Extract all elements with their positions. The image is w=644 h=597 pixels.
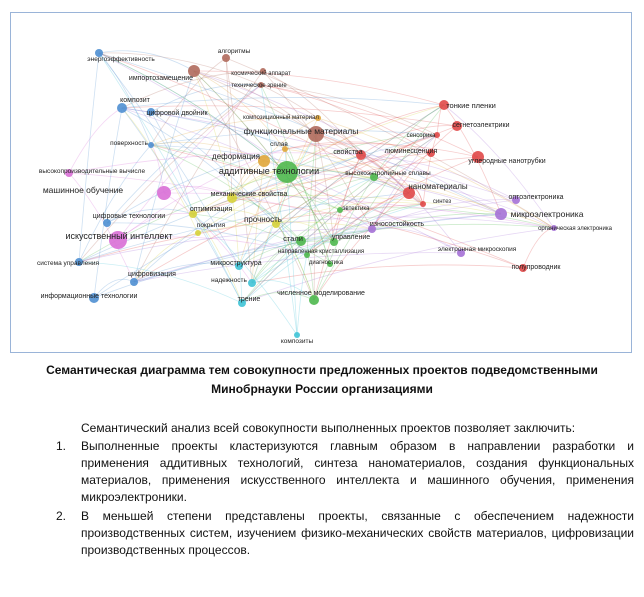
- node-label: трение: [237, 296, 261, 303]
- node-label: углеродные нанотрубки: [468, 158, 546, 165]
- node-label: сплав: [270, 141, 288, 148]
- network-node: [195, 230, 201, 236]
- node-label: алгоритмы: [217, 48, 251, 55]
- node-label: тонкие пленки: [446, 101, 496, 110]
- network-node: [103, 219, 111, 227]
- node-label: высокоэнтропийные сплавы: [345, 170, 431, 177]
- node-label: оптоэлектроника: [508, 194, 564, 201]
- node-label: сегнетоэлектрики: [452, 122, 510, 129]
- node-label: износостойкость: [369, 221, 425, 228]
- semantic-network-figure: [10, 12, 632, 353]
- node-label: сенсорика: [406, 133, 436, 139]
- network-edge: [523, 228, 554, 268]
- network-node: [130, 278, 138, 286]
- node-label: надежность: [211, 277, 247, 284]
- node-label: полупроводник: [511, 264, 561, 271]
- node-label: механические свойства: [210, 191, 288, 198]
- list-item-text: Выполненные проекты кластеризуются главным образом в направлении разработки и применения аддитивных технологий, синтеза наноматериалов, создания функциональных материалов, применения искусственного интеллекта и машинного обучения, применения микроэлектроники.: [81, 439, 634, 504]
- node-label: цифровые технологии: [92, 213, 166, 220]
- node-label: управление: [331, 234, 371, 241]
- network-edge: [193, 214, 297, 335]
- node-label: цифровой двойник: [146, 110, 208, 117]
- node-label: аддитивные технологии: [218, 166, 320, 176]
- node-label: техническое зрение: [231, 83, 287, 89]
- node-label: свойства: [333, 149, 363, 156]
- node-label: машинное обучение: [42, 185, 124, 195]
- network-edge: [261, 85, 478, 157]
- analysis-text: [56, 420, 634, 561]
- network-node: [117, 103, 127, 113]
- list-item: [56, 438, 634, 506]
- node-label: энергоэффективность: [87, 56, 155, 63]
- node-label: численное моделирование: [277, 290, 365, 297]
- node-label: микроэлектроника: [510, 209, 584, 219]
- network-node: [148, 142, 154, 148]
- conclusions-list: [56, 438, 634, 559]
- network-edge: [69, 173, 372, 229]
- node-label: функциональные материалы: [243, 126, 359, 136]
- network-edge: [94, 108, 122, 298]
- node-label: микроструктура: [210, 260, 262, 267]
- network-node: [222, 54, 230, 62]
- node-label: поверхность: [110, 140, 148, 147]
- network-edge: [252, 265, 523, 283]
- list-number: 2.: [56, 509, 67, 523]
- node-label: космический аппарат: [231, 71, 291, 77]
- list-item-text: В меньшей степени представлены проекты, связанные с обеспечением надежности производственных систем, изучением физико-механических свойств материалов, цифровизации производственных процессов.: [81, 509, 634, 557]
- node-label: оптимизация: [189, 206, 233, 213]
- node-label: система управления: [37, 260, 99, 267]
- intro-paragraph: Семантический анализ всей совокупности выполненных проектов позволяет заключить:: [81, 421, 576, 435]
- list-item: [56, 508, 634, 559]
- node-label: диагностика: [308, 260, 344, 266]
- node-label: органическая электроника: [538, 226, 612, 232]
- node-label: импортозамещение: [128, 75, 194, 82]
- node-label: люминесценция: [384, 148, 438, 155]
- network-node: [157, 186, 171, 200]
- network-node: [420, 201, 426, 207]
- node-label: наноматериалы: [408, 182, 468, 191]
- figure-caption: Семантическая диаграмма тем совокупности предложенных проектов подведомственными Минобрнауки России организациями: [46, 363, 598, 396]
- node-label: композиционный материал: [243, 115, 319, 121]
- network-edge: [151, 145, 164, 193]
- node-label: эвтектика: [342, 206, 370, 212]
- node-label: цифровизация: [128, 271, 176, 278]
- node-label: синтез: [432, 199, 452, 205]
- node-label: высокопроизводительные вычисле: [38, 168, 146, 175]
- node-label: направленная кристаллизация: [277, 249, 365, 255]
- network-node: [248, 279, 256, 287]
- node-label: композит: [120, 97, 150, 104]
- node-label: стали: [283, 234, 303, 243]
- node-label: деформация: [212, 152, 260, 161]
- node-label: композиты: [280, 338, 314, 345]
- network-node: [495, 208, 507, 220]
- semantic-network-graph: [11, 13, 631, 352]
- node-label: информационные технологии: [40, 293, 138, 300]
- node-label: покрытия: [196, 222, 226, 229]
- node-label: искусственный интеллект: [65, 231, 173, 241]
- node-label: прочность: [244, 215, 282, 224]
- list-number: 1.: [56, 439, 67, 453]
- node-label: электронная микроскопия: [437, 246, 517, 253]
